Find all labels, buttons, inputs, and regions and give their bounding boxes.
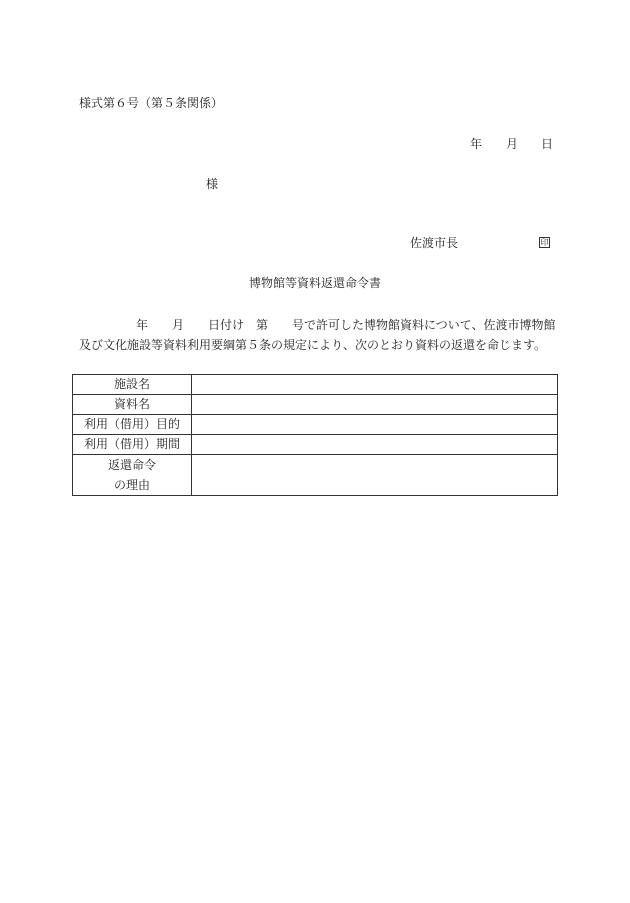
usage-purpose-field[interactable] <box>192 415 558 435</box>
return-reason-label-line-2: の理由 <box>113 478 150 492</box>
details-table <box>72 374 558 496</box>
seal-mark: 印 <box>540 238 549 247</box>
date-year-label: 年 <box>470 137 483 151</box>
body-text-line-1: 年 月 日付け 第 号で許可した博物館資料について、佐渡市博物館 <box>136 318 556 332</box>
body-text-line-2: 及び文化施設等資料利用要綱第５条の規定により、次のとおり資料の返還を命じます。 <box>79 338 547 352</box>
table-row-reason <box>73 455 558 496</box>
facility-name-label: 施設名 <box>73 375 192 395</box>
table-row-period <box>73 435 558 455</box>
return-reason-field[interactable] <box>192 455 558 496</box>
material-name-label: 資料名 <box>73 395 192 415</box>
date-month-label: 月 <box>506 137 519 151</box>
facility-name-field[interactable] <box>192 375 558 395</box>
issuer-title: 佐渡市長 <box>410 236 459 250</box>
addressee-honorific: 様 <box>206 177 219 191</box>
date-day-label: 日 <box>541 137 554 151</box>
material-name-field[interactable] <box>192 395 558 415</box>
return-reason-label <box>73 455 192 496</box>
usage-period-field[interactable] <box>192 435 558 455</box>
return-reason-label-line-1: 返還命令 <box>107 458 156 472</box>
table-row-facility <box>73 375 558 395</box>
form-number: 様式第６号（第５条関係） <box>79 96 224 110</box>
table-row-purpose <box>73 415 558 435</box>
document-title: 博物館等資料返還命令書 <box>248 276 381 290</box>
usage-purpose-label: 利用（借用）目的 <box>73 415 192 435</box>
usage-period-label: 利用（借用）期間 <box>73 435 192 455</box>
table-row-material <box>73 395 558 415</box>
